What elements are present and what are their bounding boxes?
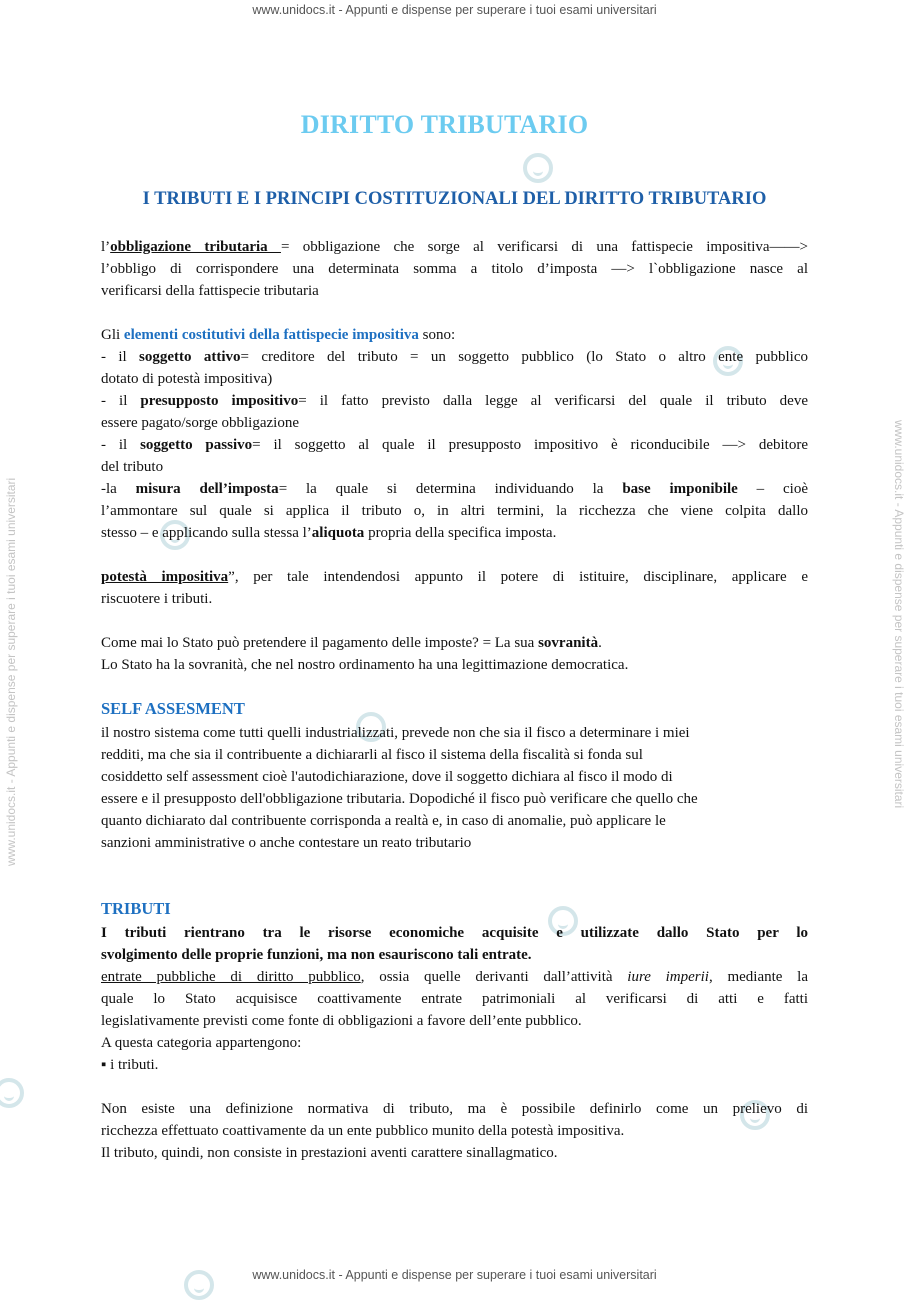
text-line: quanto dichiarato dal contribuente corrisponda a realtà e, in caso di anomalie, può applicare le [101,813,666,829]
text-line: Non esiste una definizione normativa di tributo, ma è possibile definirlo come un prelievo di [101,1101,808,1117]
term-entrate-pubbliche: entrate pubbliche di diritto pubblico [101,969,361,985]
text-line: dotato di potestà impositiva) [101,371,273,387]
text-line: l’ammontare sul quale si applica il tributo o, in altri termini, la ricchezza che viene colpita dallo [101,503,808,519]
list-item: ▪ i tributi. [101,1057,159,1073]
text-line: Come mai lo Stato può pretendere il pagamento delle imposte? = La sua sovranità. [101,635,602,651]
text-line: riscuotere i tributi. [101,591,213,607]
text-line: l’obbligo di corrispondere una determinata somma a titolo d’imposta —> l`obbligazione nasce al [101,261,808,277]
text-line: sanzioni amministrative o anche contestare un reato tributario [101,835,472,851]
text-line: redditi, ma che sia il contribuente a dichiararli al fisco il sistema della fiscalità si fonda sul [101,747,643,763]
text-line: Lo Stato ha la sovranità, che nel nostro ordinamento ha una legittimazione democratica. [101,657,629,673]
text-line: il nostro sistema come tutti quelli industrializzati, prevede non che sia il fisco a determinare i miei [101,725,690,741]
text-line: legislativamente previsti come fonte di obbligazioni a favore dell’ente pubblico. [101,1013,582,1029]
list-item: -la misura dell’imposta= la quale si determina individuando la base imponibile – cioè [101,481,809,497]
text-line: quale lo Stato acquisisce coattivamente entrate patrimoniali al verificarsi di atti e fatti [101,991,808,1007]
list-item: - il soggetto passivo= il soggetto al quale il presupposto impositivo è riconducibile —> debitore [101,437,809,453]
bottom-banner: www.unidocs.it - Appunti e dispense per superare i tuoi esami universitari [252,1268,657,1282]
text-line: A questa categoria appartengono: [101,1035,302,1051]
list-item: - il presupposto impositivo= il fatto previsto dalla legge al verificarsi del quale il tributo deve [101,393,808,409]
heading-self-assesment: SELF ASSESMENT [101,699,245,718]
side-watermark-right: www.unidocs.it - Appunti e dispense per superare i tuoi esami universitari [892,420,906,809]
text-line: verificarsi della fattispecie tributaria [101,283,319,299]
term-potesta-impositiva: potestà impositiva [101,569,229,585]
top-banner: www.unidocs.it - Appunti e dispense per superare i tuoi esami universitari [252,3,657,17]
term-obbligazione-tributaria: obbligazione tributaria [110,239,281,255]
page-title: DIRITTO TRIBUTARIO [300,110,589,139]
text-line: del tributo [101,459,164,475]
watermark-logo [184,1270,214,1300]
term-elementi-costitutivi: elementi costitutivi della fattispecie impositiva [123,327,419,343]
text-line: essere pagato/sorge obbligazione [101,415,299,431]
text-line: cosiddetto self assessment cioè l'autodichiarazione, dove il soggetto dichiara al fisco il modo di [101,769,673,785]
section-title: I TRIBUTI E I PRINCIPI COSTITUZIONALI DEL DIRITTO TRIBUTARIO [142,189,767,209]
text-line: potestà impositiva”, per tale intendendosi appunto il potere di istituire, disciplinare, applicare e [101,569,809,585]
text-line: I tributi rientrano tra le risorse economiche acquisite e utilizzate dallo Stato per lo [101,925,808,941]
text-line: entrate pubbliche di diritto pubblico, ossia quelle derivanti dall’attività iure imperii, mediante la [101,969,808,985]
watermark-logo [523,153,553,183]
text-line: ricchezza effettuato coattivamente da un ente pubblico munito della potestà impositiva. [101,1123,625,1139]
text-line: svolgimento delle proprie funzioni, ma non esauriscono tali entrate. [101,947,532,963]
text-line: Il tributo, quindi, non consiste in prestazioni aventi carattere sinallagmatico. [101,1145,558,1161]
text-line: essere e il presupposto dell'obbligazione tributaria. Dopodiché il fisco può verificare che quello che [101,791,698,807]
side-watermark-left: www.unidocs.it - Appunti e dispense per superare i tuoi esami universitari [4,477,18,866]
text-line: l’obbligazione tributaria = obbligazione che sorge al verificarsi di una fattispecie impositiva——> [101,239,809,255]
heading-tributi: TRIBUTI [101,899,171,918]
watermark-logo [0,1078,24,1108]
text-line: Gli elementi costitutivi della fattispecie impositiva sono: [101,327,456,343]
list-item: - il soggetto attivo= creditore del tributo = un soggetto pubblico (lo Stato o altro ente pubblico [101,349,808,365]
text-line: stesso – e applicando sulla stessa l’aliquota propria della specifica imposta. [101,525,557,541]
